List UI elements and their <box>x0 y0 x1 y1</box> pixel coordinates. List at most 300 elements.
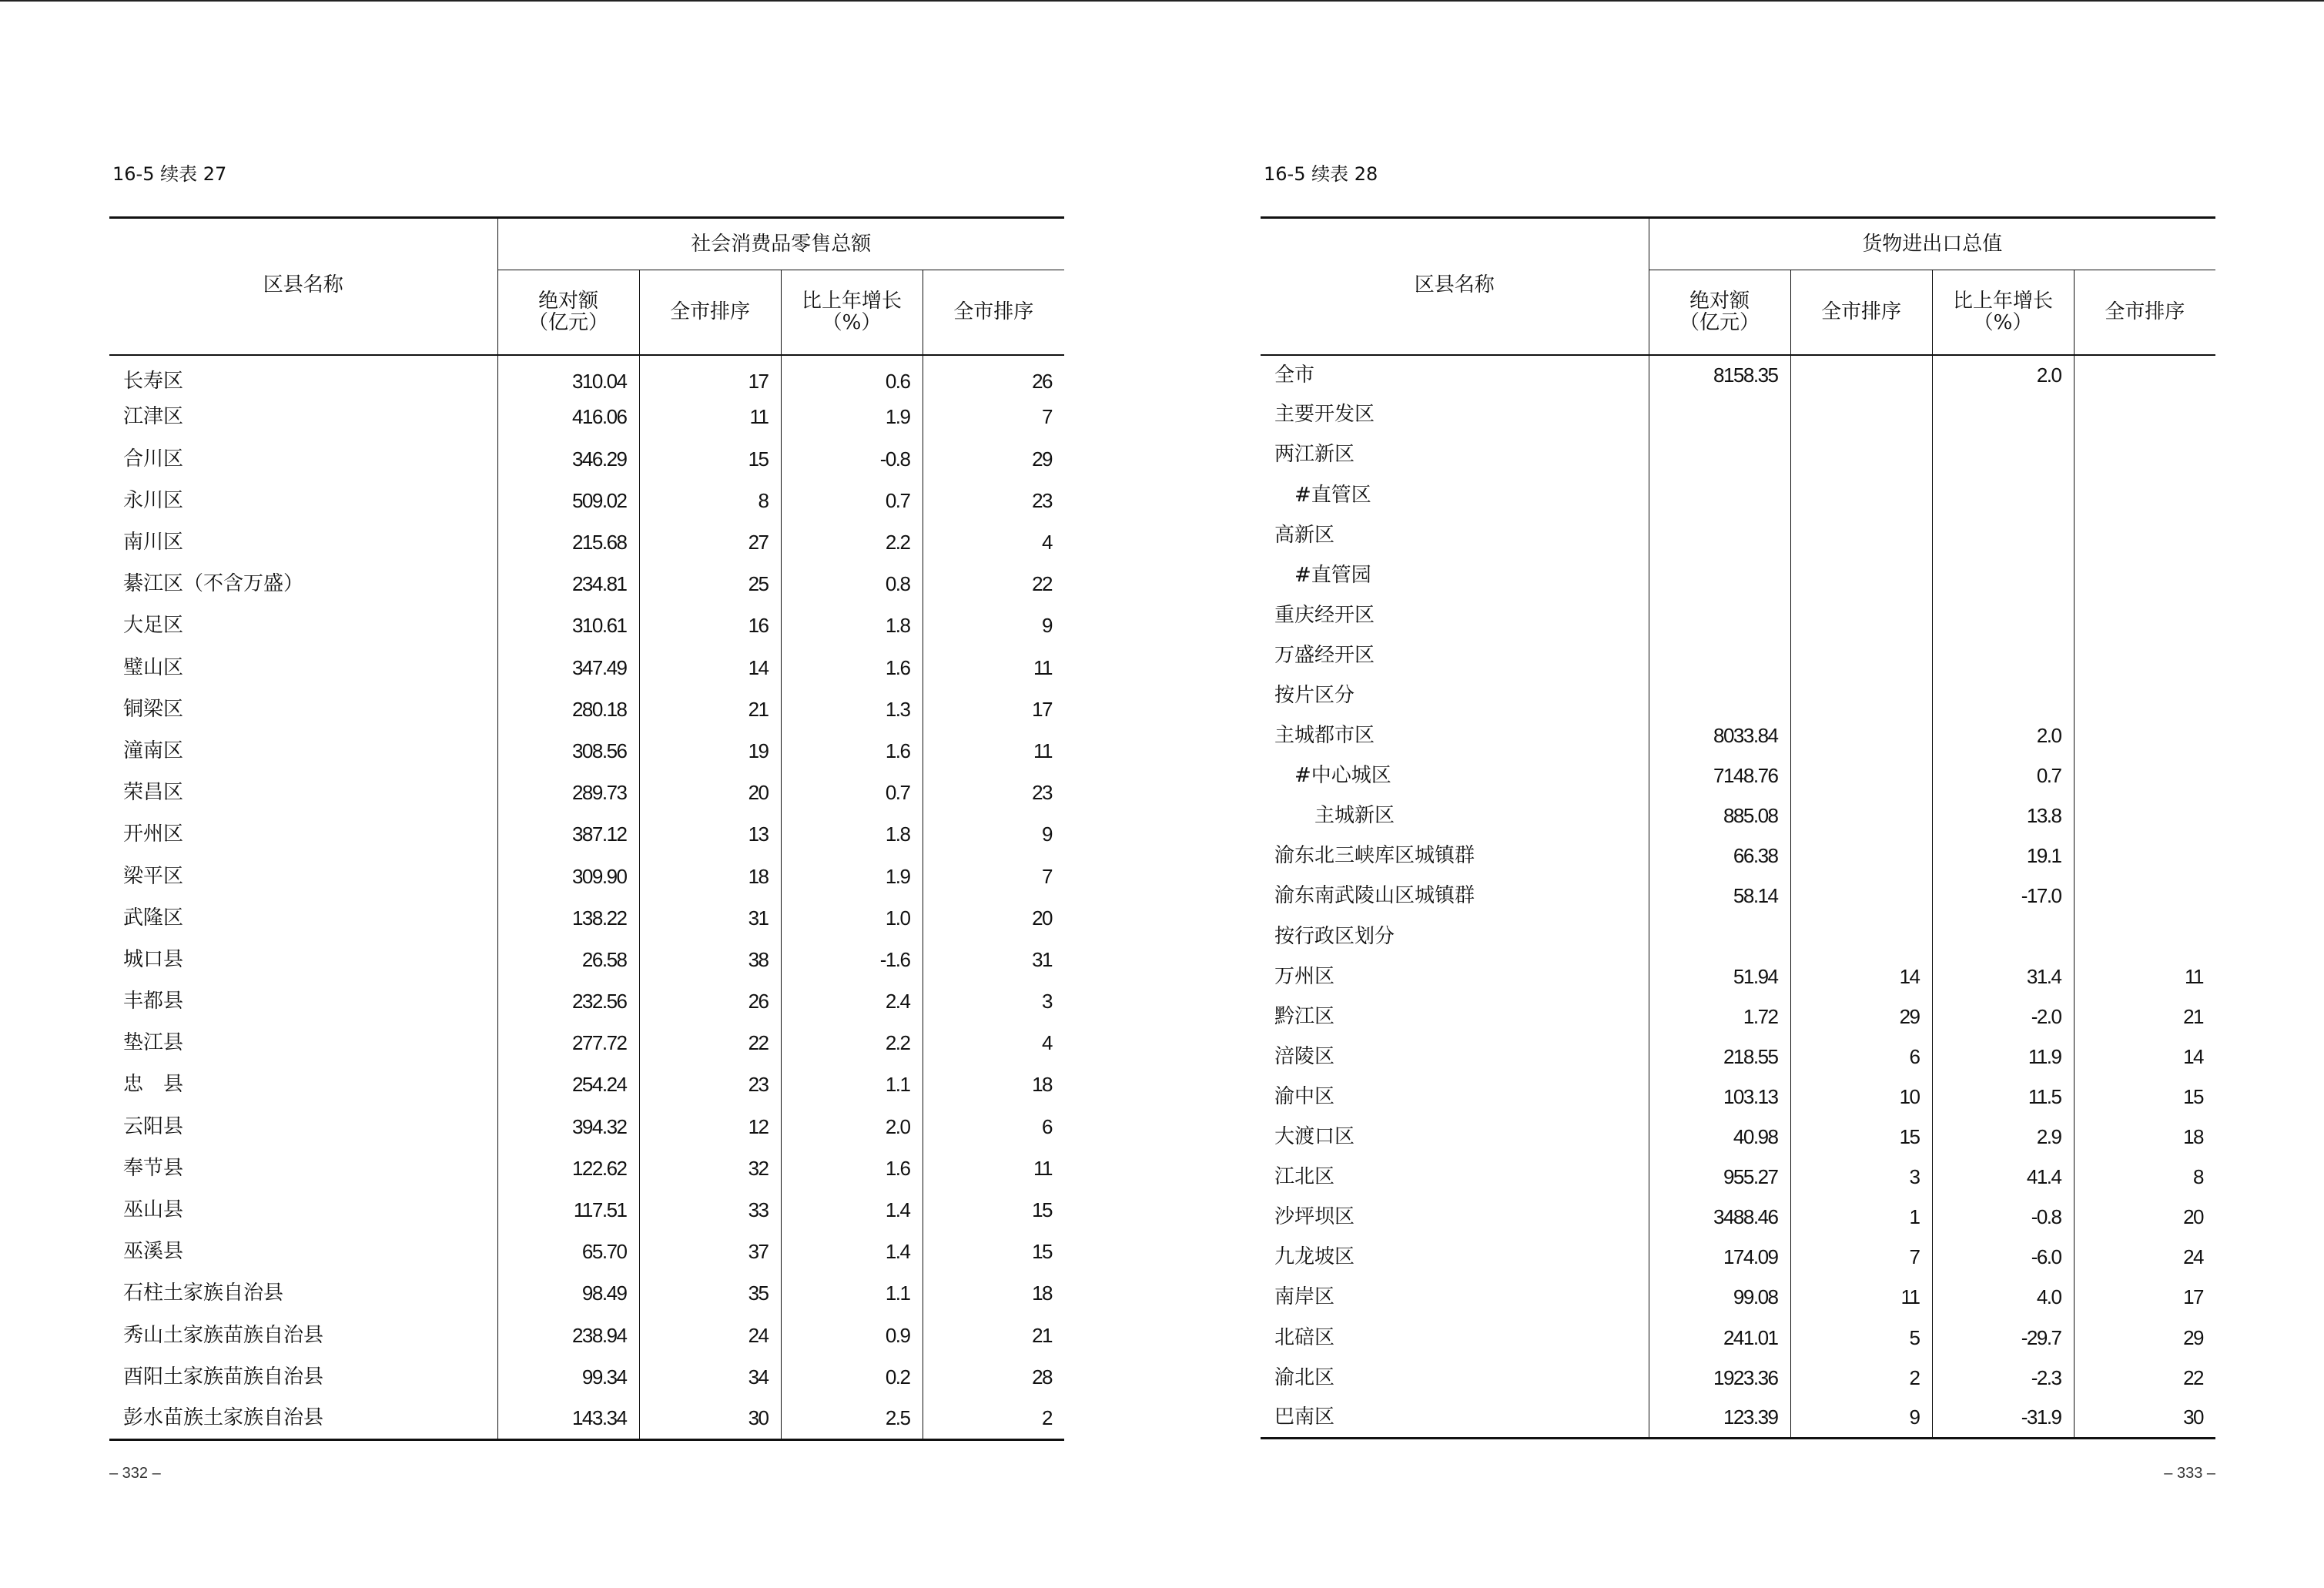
value-cell <box>1649 595 1790 635</box>
value-cell: 3 <box>1790 1157 1932 1197</box>
value-cell: 26.58 <box>497 939 639 980</box>
table-row <box>1261 475 2215 515</box>
value-cell: 11 <box>2074 956 2215 997</box>
table-body <box>1261 355 2215 1439</box>
row-name-cell: 酉阳土家族苗族自治县 <box>123 1365 324 1389</box>
value-cell: 66.38 <box>1649 836 1790 876</box>
value-cell <box>1790 876 1932 916</box>
value-cell <box>2074 876 2215 916</box>
value-cell <box>1649 916 1790 956</box>
value-cell: 2.2 <box>781 1023 923 1064</box>
value-cell: 17 <box>2074 1278 2215 1318</box>
value-cell: 35 <box>639 1273 781 1315</box>
row-name-cell: 北碚区 <box>1274 1325 1335 1349</box>
col-header: 全市排序 <box>1790 270 1932 355</box>
table-body <box>109 355 1064 1440</box>
value-cell: 2.5 <box>781 1398 923 1439</box>
table-row <box>109 730 1064 772</box>
value-cell: 14 <box>1790 956 1932 997</box>
value-cell <box>1790 755 1932 796</box>
value-cell: 29 <box>1790 997 1932 1037</box>
value-cell <box>1932 595 2074 635</box>
value-cell <box>2074 475 2215 515</box>
table-row <box>1261 876 2215 916</box>
name-col-header: 区县名称 <box>1414 273 1495 296</box>
row-name-cell: 开州区 <box>123 822 184 846</box>
value-cell: 8033.84 <box>1649 715 1790 755</box>
value-cell <box>1790 836 1932 876</box>
value-cell: 31 <box>639 897 781 939</box>
value-cell: 8 <box>639 480 781 521</box>
row-name-cell: 城口县 <box>123 947 184 971</box>
value-cell: 2.4 <box>781 980 923 1022</box>
value-cell: 1.1 <box>781 1273 923 1315</box>
value-cell: 11.9 <box>1932 1037 2074 1077</box>
row-name-cell: 忠 县 <box>123 1073 184 1097</box>
value-cell: 11 <box>1790 1278 1932 1318</box>
value-cell: 394.32 <box>497 1106 639 1147</box>
value-cell: 254.24 <box>497 1064 639 1106</box>
value-cell: 23 <box>923 772 1064 813</box>
value-cell: 32 <box>639 1147 781 1189</box>
value-cell <box>1932 435 2074 475</box>
value-cell: 215.68 <box>497 521 639 563</box>
value-cell <box>1790 395 1932 435</box>
value-cell <box>1649 555 1790 595</box>
value-cell: 3 <box>923 980 1064 1022</box>
value-cell: 308.56 <box>497 730 639 772</box>
table-row <box>1261 1037 2215 1077</box>
value-cell: 13 <box>639 814 781 856</box>
value-cell: 33 <box>639 1189 781 1231</box>
value-cell: 21 <box>2074 997 2215 1037</box>
row-name-cell: 重庆经开区 <box>1274 603 1375 627</box>
value-cell: 309.90 <box>497 856 639 897</box>
value-cell: 509.02 <box>497 480 639 521</box>
value-cell: 15 <box>2074 1077 2215 1117</box>
table-row <box>109 772 1064 813</box>
right-page <box>1261 0 2215 1588</box>
value-cell: 34 <box>639 1356 781 1398</box>
table-row <box>1261 956 2215 997</box>
value-cell: 117.51 <box>497 1189 639 1231</box>
value-cell <box>1932 475 2074 515</box>
table-row <box>1261 1238 2215 1278</box>
value-cell: 2.2 <box>781 521 923 563</box>
value-cell: 6 <box>923 1106 1064 1147</box>
value-cell: -6.0 <box>1932 1238 2074 1278</box>
value-cell: 26 <box>639 980 781 1022</box>
row-name-cell: #直管区 <box>1274 483 1371 507</box>
row-name-cell: 渝东南武陵山区城镇群 <box>1274 884 1475 908</box>
value-cell <box>1790 555 1932 595</box>
row-name-cell: 涪陵区 <box>1274 1044 1335 1068</box>
row-name-cell: 高新区 <box>1274 523 1335 547</box>
value-cell: 30 <box>2074 1398 2215 1438</box>
row-name-cell: 渝北区 <box>1274 1365 1335 1389</box>
row-name-cell: 江北区 <box>1274 1165 1335 1189</box>
table-row <box>1261 1318 2215 1358</box>
value-cell <box>2074 796 2215 836</box>
value-cell: 11 <box>923 647 1064 688</box>
value-cell: 346.29 <box>497 438 639 480</box>
row-name-cell: 巴南区 <box>1274 1405 1335 1429</box>
row-name-cell: 万盛经开区 <box>1274 643 1375 667</box>
value-cell: 0.7 <box>1932 755 2074 796</box>
table-row <box>1261 1157 2215 1197</box>
table-row <box>109 1356 1064 1398</box>
value-cell: 9 <box>923 814 1064 856</box>
value-cell: 1.8 <box>781 605 923 647</box>
table-row <box>1261 836 2215 876</box>
col-header: 比上年增长 （%） <box>1932 270 2074 355</box>
row-name-cell: 彭水苗族土家族自治县 <box>123 1406 324 1430</box>
value-cell: 29 <box>923 438 1064 480</box>
value-cell: 20 <box>639 772 781 813</box>
row-name-cell: 武隆区 <box>123 906 184 930</box>
value-cell: -17.0 <box>1932 876 2074 916</box>
value-cell: 1.9 <box>781 397 923 438</box>
value-cell <box>1790 355 1932 395</box>
col-header: 绝对额 （亿元） <box>497 270 639 355</box>
row-name-cell: 主要开发区 <box>1274 403 1375 427</box>
table-row <box>109 1023 1064 1064</box>
value-cell <box>2074 595 2215 635</box>
value-cell <box>2074 755 2215 796</box>
table-row <box>1261 755 2215 796</box>
value-cell: 7 <box>923 856 1064 897</box>
row-name-cell: 巫山县 <box>123 1198 184 1222</box>
row-name-cell: 主城新区 <box>1274 804 1395 828</box>
row-name-cell: 全市 <box>1274 363 1315 387</box>
row-name-cell: 万州区 <box>1274 964 1335 988</box>
table-row <box>109 1106 1064 1147</box>
table-title: 16-5 续表 28 <box>1264 163 1378 185</box>
value-cell <box>1790 435 1932 475</box>
table-row <box>1261 1197 2215 1237</box>
table-row <box>109 1315 1064 1356</box>
value-cell: 40.98 <box>1649 1117 1790 1157</box>
table-row <box>1261 595 2215 635</box>
value-cell: 9 <box>923 605 1064 647</box>
row-name-cell: 潼南区 <box>123 739 184 762</box>
row-name-cell: 大渡口区 <box>1274 1125 1355 1149</box>
row-name-cell: 黔江区 <box>1274 1004 1335 1028</box>
table-row <box>1261 997 2215 1037</box>
value-cell <box>1932 395 2074 435</box>
value-cell: 22 <box>2074 1358 2215 1398</box>
row-name-cell: 主城都市区 <box>1274 724 1375 748</box>
row-name-cell: 按行政区划分 <box>1274 924 1395 948</box>
value-cell: 25 <box>639 563 781 605</box>
value-cell: 2 <box>1790 1358 1932 1398</box>
value-cell <box>1790 635 1932 675</box>
value-cell: 26 <box>923 355 1064 397</box>
value-cell: 8158.35 <box>1649 355 1790 395</box>
value-cell: 416.06 <box>497 397 639 438</box>
value-cell: 2 <box>923 1398 1064 1439</box>
value-cell: 28 <box>923 1356 1064 1398</box>
value-cell: 1.3 <box>781 688 923 730</box>
table-row <box>109 856 1064 897</box>
value-cell: 23 <box>923 480 1064 521</box>
value-cell <box>1932 675 2074 715</box>
row-name-cell: 丰都县 <box>123 990 184 1013</box>
value-cell <box>1649 395 1790 435</box>
table-row <box>1261 515 2215 555</box>
value-cell: 3488.46 <box>1649 1197 1790 1237</box>
value-cell: 1.9 <box>781 856 923 897</box>
value-cell: 387.12 <box>497 814 639 856</box>
value-cell: -2.0 <box>1932 997 2074 1037</box>
value-cell <box>1790 475 1932 515</box>
value-cell: 1.6 <box>781 647 923 688</box>
value-cell: 885.08 <box>1649 796 1790 836</box>
value-cell: 1.4 <box>781 1189 923 1231</box>
table-row <box>1261 635 2215 675</box>
col-header: 全市排序 <box>923 270 1064 355</box>
table-row <box>109 1147 1064 1189</box>
value-cell: 2.0 <box>1932 715 2074 755</box>
value-cell: 277.72 <box>497 1023 639 1064</box>
col-header: 绝对额 （亿元） <box>1649 270 1790 355</box>
row-name-cell: 秀山土家族苗族自治县 <box>123 1323 324 1347</box>
table-row <box>109 814 1064 856</box>
value-cell: 310.04 <box>497 355 639 397</box>
table-row <box>109 1273 1064 1315</box>
value-cell <box>1649 435 1790 475</box>
value-cell: 310.61 <box>497 605 639 647</box>
value-cell: 232.56 <box>497 980 639 1022</box>
value-cell: 11 <box>923 730 1064 772</box>
row-name-cell: 南川区 <box>123 531 184 554</box>
table-row <box>109 480 1064 521</box>
value-cell: 18 <box>639 856 781 897</box>
value-cell <box>1649 635 1790 675</box>
value-cell: 1 <box>1790 1197 1932 1237</box>
value-cell <box>1932 916 2074 956</box>
value-cell <box>2074 916 2215 956</box>
row-name-cell: 渝中区 <box>1274 1084 1335 1108</box>
value-cell: 103.13 <box>1649 1077 1790 1117</box>
table-row <box>1261 435 2215 475</box>
value-cell: 20 <box>2074 1197 2215 1237</box>
value-cell: 0.9 <box>781 1315 923 1356</box>
value-cell: 17 <box>639 355 781 397</box>
value-cell: 13.8 <box>1932 796 2074 836</box>
left-page <box>109 0 1064 1588</box>
value-cell: 4 <box>923 1023 1064 1064</box>
value-cell <box>1932 515 2074 555</box>
value-cell: 27 <box>639 521 781 563</box>
row-name-cell: 两江新区 <box>1274 443 1355 467</box>
value-cell: 0.7 <box>781 772 923 813</box>
value-cell <box>2074 435 2215 475</box>
value-cell: 289.73 <box>497 772 639 813</box>
value-cell: 1.8 <box>781 814 923 856</box>
value-cell: 14 <box>2074 1037 2215 1077</box>
value-cell <box>2074 555 2215 595</box>
value-cell: 2.0 <box>781 1106 923 1147</box>
value-cell: 122.62 <box>497 1147 639 1189</box>
value-cell: 123.39 <box>1649 1398 1790 1438</box>
table-row <box>1261 675 2215 715</box>
row-name-cell: 沙坪坝区 <box>1274 1205 1355 1229</box>
value-cell: 1.6 <box>781 1147 923 1189</box>
value-cell: 280.18 <box>497 688 639 730</box>
value-cell: 38 <box>639 939 781 980</box>
value-cell <box>1790 715 1932 755</box>
value-cell <box>1790 515 1932 555</box>
table-row <box>109 438 1064 480</box>
value-cell: 65.70 <box>497 1231 639 1272</box>
table-row <box>1261 1117 2215 1157</box>
row-name-cell: 云阳县 <box>123 1114 184 1138</box>
table-row <box>109 897 1064 939</box>
trade-value-table <box>1261 216 2215 1439</box>
value-cell: 955.27 <box>1649 1157 1790 1197</box>
row-name-cell: 九龙坡区 <box>1274 1245 1355 1269</box>
value-cell: 37 <box>639 1231 781 1272</box>
col-header: 全市排序 <box>639 270 781 355</box>
value-cell: 15 <box>923 1189 1064 1231</box>
value-cell: 347.49 <box>497 647 639 688</box>
row-name-cell: 永川区 <box>123 488 184 512</box>
row-name-cell: 巫溪县 <box>123 1240 184 1264</box>
value-cell: 4 <box>923 521 1064 563</box>
value-cell <box>2074 836 2215 876</box>
table-row <box>109 563 1064 605</box>
table-row <box>109 1064 1064 1106</box>
table-row <box>109 521 1064 563</box>
value-cell: 143.34 <box>497 1398 639 1439</box>
value-cell: 1.72 <box>1649 997 1790 1037</box>
page-number: – 333 – <box>2164 1465 2215 1482</box>
page-number: – 332 – <box>109 1465 161 1482</box>
value-cell: 58.14 <box>1649 876 1790 916</box>
value-cell: 7 <box>923 397 1064 438</box>
table-row <box>1261 395 2215 435</box>
value-cell: 18 <box>2074 1117 2215 1157</box>
value-cell: 0.6 <box>781 355 923 397</box>
value-cell: 15 <box>923 1231 1064 1272</box>
row-name-cell: 石柱土家族自治县 <box>123 1281 284 1305</box>
value-cell: 99.34 <box>497 1356 639 1398</box>
value-cell: 98.49 <box>497 1273 639 1315</box>
value-cell: 22 <box>923 563 1064 605</box>
value-cell: 14 <box>639 647 781 688</box>
table-row <box>1261 1398 2215 1438</box>
row-name-cell: 荣昌区 <box>123 781 184 805</box>
value-cell: 6 <box>1790 1037 1932 1077</box>
table-row <box>109 647 1064 688</box>
row-name-cell: 江津区 <box>123 405 184 429</box>
row-name-cell: 铜梁区 <box>123 697 184 721</box>
value-cell <box>2074 715 2215 755</box>
value-cell: 29 <box>2074 1318 2215 1358</box>
row-name-cell: #直管园 <box>1274 563 1371 587</box>
value-cell <box>2074 675 2215 715</box>
table-row <box>1261 1077 2215 1117</box>
row-name-cell: #中心城区 <box>1274 764 1391 788</box>
table-row <box>1261 796 2215 836</box>
value-cell: -2.3 <box>1932 1358 2074 1398</box>
group-header: 货物进出口总值 <box>1649 218 2215 270</box>
table-row <box>109 1189 1064 1231</box>
value-cell <box>2074 355 2215 395</box>
row-name-cell: 南岸区 <box>1274 1285 1335 1309</box>
value-cell <box>1790 675 1932 715</box>
value-cell <box>1932 555 2074 595</box>
table-row <box>109 397 1064 438</box>
value-cell: -0.8 <box>1932 1197 2074 1237</box>
value-cell: 1.1 <box>781 1064 923 1106</box>
value-cell: 7148.76 <box>1649 755 1790 796</box>
value-cell: 21 <box>923 1315 1064 1356</box>
value-cell: 174.09 <box>1649 1238 1790 1278</box>
value-cell: 11 <box>639 397 781 438</box>
value-cell <box>1649 675 1790 715</box>
table-row <box>109 355 1064 397</box>
value-cell: 31 <box>923 939 1064 980</box>
table-row <box>1261 1358 2215 1398</box>
table-row <box>109 605 1064 647</box>
value-cell: 41.4 <box>1932 1157 2074 1197</box>
col-header: 比上年增长 （%） <box>781 270 923 355</box>
row-name-cell: 合川区 <box>123 447 184 471</box>
value-cell: 1.6 <box>781 730 923 772</box>
value-cell: 20 <box>923 897 1064 939</box>
table-row <box>1261 1278 2215 1318</box>
value-cell <box>1790 796 1932 836</box>
value-cell: -31.9 <box>1932 1398 2074 1438</box>
value-cell: 218.55 <box>1649 1037 1790 1077</box>
value-cell: 31.4 <box>1932 956 2074 997</box>
value-cell: 51.94 <box>1649 956 1790 997</box>
row-name-cell: 垫江县 <box>123 1031 184 1055</box>
value-cell: 7 <box>1790 1238 1932 1278</box>
value-cell: 9 <box>1790 1398 1932 1438</box>
row-name-cell: 长寿区 <box>123 369 184 393</box>
value-cell: 0.7 <box>781 480 923 521</box>
value-cell: -29.7 <box>1932 1318 2074 1358</box>
value-cell <box>1932 635 2074 675</box>
table-row <box>109 1231 1064 1272</box>
value-cell: 234.81 <box>497 563 639 605</box>
value-cell: 241.01 <box>1649 1318 1790 1358</box>
value-cell <box>1649 475 1790 515</box>
value-cell <box>1790 595 1932 635</box>
value-cell: 16 <box>639 605 781 647</box>
value-cell: 1.0 <box>781 897 923 939</box>
value-cell: 238.94 <box>497 1315 639 1356</box>
value-cell: 15 <box>1790 1117 1932 1157</box>
value-cell: 2.9 <box>1932 1117 2074 1157</box>
row-name-cell: 梁平区 <box>123 864 184 888</box>
row-name-cell: 大足区 <box>123 614 184 638</box>
value-cell: 0.2 <box>781 1356 923 1398</box>
table-row <box>1261 555 2215 595</box>
table-row <box>109 980 1064 1022</box>
table-row <box>109 939 1064 980</box>
value-cell <box>1649 515 1790 555</box>
value-cell: 2.0 <box>1932 355 2074 395</box>
value-cell: 1.4 <box>781 1231 923 1272</box>
table-row <box>1261 715 2215 755</box>
table-row <box>109 688 1064 730</box>
value-cell: 23 <box>639 1064 781 1106</box>
value-cell: 18 <box>923 1064 1064 1106</box>
